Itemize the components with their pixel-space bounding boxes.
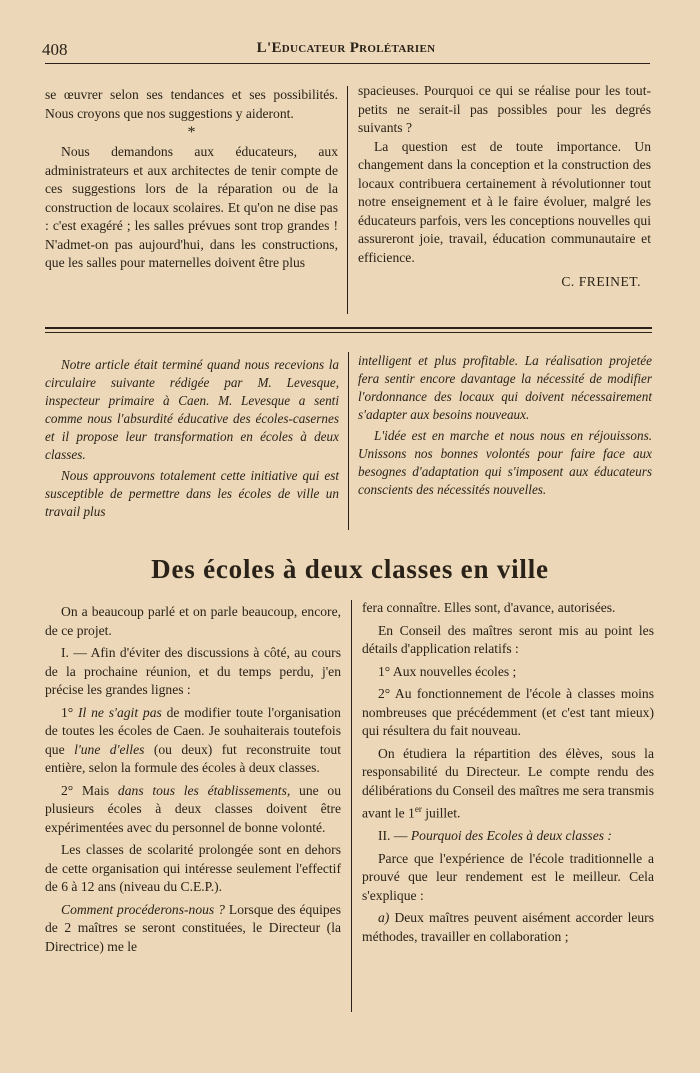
- section2-right-column: [358, 352, 652, 499]
- paragraph: fera connaître. Elles sont, d'avance, autorisées.: [362, 600, 616, 615]
- list-label: a): [378, 910, 390, 926]
- paragraph: [45, 782, 341, 838]
- paragraph: [362, 745, 654, 824]
- column-divider: [348, 352, 349, 530]
- text: (ou deux) fut reconstruite tout entière, selon la formule des écoles à deux classes.: [45, 741, 341, 775]
- superscript: er: [414, 804, 422, 814]
- header-rule: [45, 63, 650, 64]
- paragraph: Parce que l'expérience de l'école traditionnelle a prouvé que leur rendement est le meilleur. Cela s'explique :: [362, 850, 654, 903]
- list-number: 2°: [61, 782, 74, 798]
- running-title: L'Educateur Prolétarien: [256, 40, 436, 56]
- text: Mais: [81, 782, 110, 798]
- paragraph: 1° Aux nouvelles écoles ;: [378, 663, 517, 679]
- section2-left-column: [45, 356, 339, 521]
- paragraph: spacieuses. Pourquoi ce qui se réalise pour les tout-petits ne serait-il pas possibles pour les degrés suivants ?: [358, 83, 651, 135]
- paragraph: [362, 909, 654, 946]
- paragraph: [362, 827, 654, 846]
- emphasis: Pourquoi des Ecoles à deux classes :: [410, 828, 612, 844]
- paragraph: Nous approuvons totalement cette initiative qui est susceptible de permettre dans les écoles de ville un travail plus: [45, 468, 339, 519]
- paragraph: Les classes de scolarité prolongée sont en dehors de cette organisation qui intéresse seulement l'effectif de 6 à 12 ans (niveau du C.E.P.).: [45, 842, 341, 894]
- article-right-column: [362, 599, 654, 950]
- emphasis: Comment procéderons-nous ?: [61, 901, 225, 917]
- section-rule: [45, 327, 652, 329]
- asterisk-separator: *: [187, 124, 196, 141]
- paragraph: Nous demandons aux éducateurs, aux administrateurs et aux architectes de tenir compte de ces suggestions lors de la réparation ou de la construction de locaux scolaires. Et qu'on ne dise pas : c'est exagéré ; les salles prévues sont trop grandes ! N'admet-on pas aujourd'hui, dans les constructions, que les salles pour maternelles doivent être plus: [45, 144, 338, 270]
- paragraph: En Conseil des maîtres seront mis au point les détails d'application relatifs :: [362, 622, 654, 656]
- column-divider: [351, 600, 352, 1012]
- text: de modifier toute l'organisation de toutes les écoles de Caen. Je souhaiterais toutefois que: [45, 704, 341, 757]
- emphasis: dans tous les établissements,: [117, 782, 291, 798]
- text: Lorsque des équipes de 2 maîtres se seront constituées, le Directeur (la Directrice) me le: [45, 901, 341, 954]
- paragraph: Notre article était terminé quand nous recevions la circulaire suivante rédigée par M. Levesque, inspecteur primaire à Caen. M. Levesque a senti comme nous l'absurdité éducative des écoles-casernes et il propose leur transformation en écoles à deux classes.: [45, 357, 339, 462]
- text: Deux maîtres peuvent aisément accorder leurs méthodes, travailler en collaboration ;: [362, 910, 654, 944]
- text: juillet.: [425, 805, 461, 821]
- section-number: II. —: [378, 828, 408, 844]
- paragraph: On a beaucoup parlé et on parle beaucoup, encore, de ce projet.: [45, 604, 341, 638]
- page-number: 408: [42, 40, 68, 59]
- section1-right-column: [358, 82, 651, 292]
- paragraph: La question est de toute importance. Un changement dans la conception et la construction des locaux contribuera certainement à révolutionner tout notre enseignement et à le faire évoluer, malgré les éducateurs parfois, vers les conceptions nouvelles qui assureront joie, travail, éducation communautaire et efficience.: [358, 138, 651, 265]
- list-number: 1°: [61, 704, 74, 720]
- paragraph: [45, 901, 341, 957]
- text: une ou plusieurs écoles à deux classes doivent être expérimentées avec du personnel de bonne volonté.: [45, 782, 341, 835]
- paragraph: 2° Au fonctionnement de l'école à classes moins nombreuses que précédemment (et c'est tant mieux) qui résultera du fait nouveau.: [362, 686, 654, 738]
- paragraph: I. — Afin d'éviter des discussions à côté, au cours de la prochaine réunion, et du temps perdu, j'en précise les grandes lignes :: [45, 645, 341, 697]
- signature: C. FREINET.: [561, 274, 641, 289]
- emphasis: l'une d'elles: [74, 741, 145, 757]
- article-left-column: [45, 603, 341, 960]
- section1-left-column: [45, 86, 338, 273]
- article-title: Des écoles à deux classes en ville: [151, 554, 549, 584]
- paragraph: L'idée est en marche et nous nous en réjouissons. Unissons nos bonnes volontés pour faire face aux besognes d'adaptation qui s'imposent aux éducateurs conscients des nécessités nouvelles.: [358, 428, 652, 497]
- column-divider: [347, 86, 348, 314]
- section-rule: [45, 332, 652, 333]
- paragraph: [45, 704, 341, 778]
- paragraph: se œuvrer selon ses tendances et ses possibilités. Nous croyons que nos suggestions y aideront.: [45, 87, 338, 121]
- emphasis: Il ne s'agit pas: [78, 704, 162, 720]
- paragraph: intelligent et plus profitable. La réalisation projetée fera sentir encore davantage la nécessité de modifier l'ordonnance des locaux qui doivent nécessairement s'adapter aux besoins nouveaux.: [358, 353, 652, 422]
- page-header: [42, 38, 650, 62]
- text: On étudiera la répartition des élèves, sous la responsabilité du Directeur. Le compte rendu des délibérations du Conseil des maîtres me sera transmis avant le 1: [362, 745, 654, 821]
